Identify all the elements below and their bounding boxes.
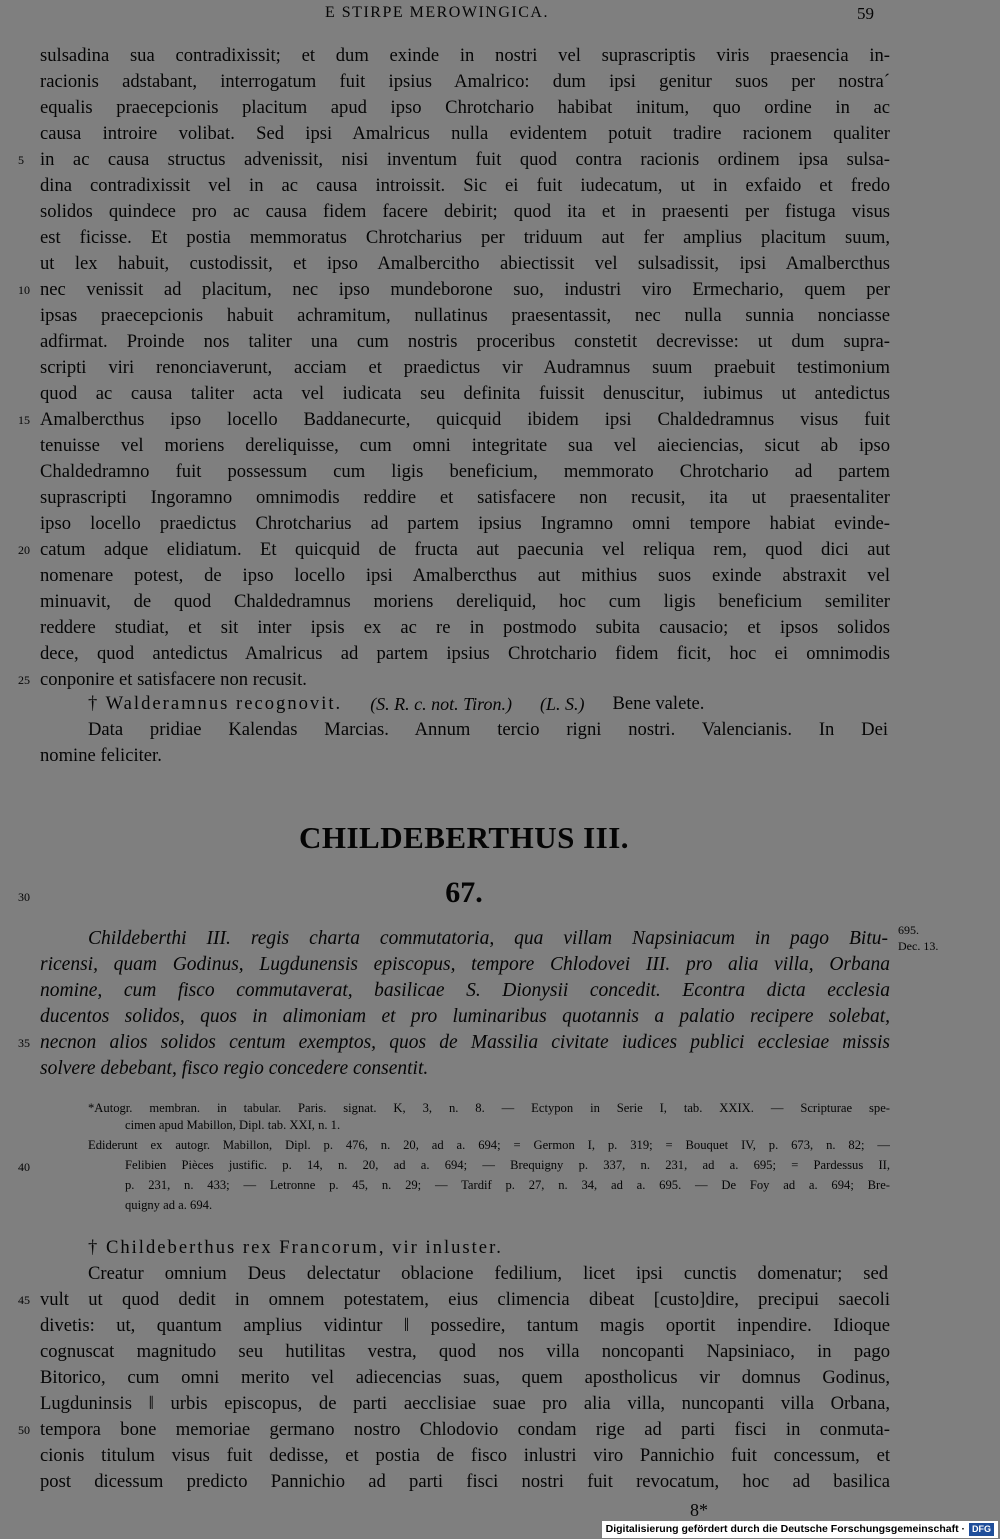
running-title: E STIRPE MEROWINGICA. bbox=[325, 4, 549, 21]
closing-formula: Bene valete. bbox=[612, 693, 705, 714]
text-line: adfirmat. Proinde nos taliter una cum nostris proceribus constetit decrevisse: ut dum supra- bbox=[40, 331, 890, 352]
text-line: est ficisse. Et postia memmoratus Chrotcharius per triduum aut fer amplius placitum suum, bbox=[40, 227, 890, 248]
subscription-name: † Walderamnus recognovit. bbox=[88, 693, 343, 714]
apparatus-line: quigny ad a. 694. bbox=[125, 1198, 213, 1212]
dating-line: Data pridiae Kalendas Marcias. Annum tercio rigni nostri. Valencianis. In Dei bbox=[88, 719, 888, 740]
text-line: reddere studiat, et sit inter ipsis ex ac re in postmodo subita causacio; et ipsos solidos bbox=[40, 617, 890, 638]
apparatus-line: *Autogr. membran. in tabular. Paris. signat. K, 3, n. 8. — Ectypon in Serie I, tab. XXIX. — Scripturae spe- bbox=[88, 1101, 890, 1115]
seal-mark: (L. S.) bbox=[540, 694, 585, 714]
regest-line: ducentos solidos, quos in alimoniam et pro luminaribus quotannis a palatio recipere solebat, bbox=[40, 1006, 890, 1027]
text-line: conponire et satisfacere non recusit. bbox=[40, 669, 307, 690]
cross-symbol: † bbox=[88, 693, 106, 714]
text-line: racionis adstabant, interrogatum fuit ipsius Amalrico: dum ipsi genitur suos per nostra´ bbox=[40, 71, 890, 92]
text-line: catum adque elidiatum. Et quicquid de fructa aut paecunia vel reliqua rem, quod dici aut bbox=[40, 539, 890, 560]
margin-line-number: 25 bbox=[18, 673, 30, 687]
date-day: Dec. 13. bbox=[898, 939, 939, 953]
text-line: cognuscat magnitudo seu hutilitas vestra, quod nos villa noncopanti Napsiniaco, in pago bbox=[40, 1341, 890, 1362]
subscription-line bbox=[88, 693, 888, 715]
regest-line: necnon alios solidos centum exemptos, quos de Massilia civitate iudices publici ecclesiae missis bbox=[40, 1032, 890, 1053]
margin-line-number: 20 bbox=[18, 543, 30, 557]
text-line: Bitorico, cum omni merito vel adiecencias suas, quem apostholicus vir domnus Godinus, bbox=[40, 1367, 890, 1388]
catchword: 8* bbox=[690, 1500, 708, 1520]
text-line: post dicessum predicto Pannichio ad parti fisci nostri fuit revocatum, hoc ad basilica bbox=[40, 1471, 890, 1492]
apparatus-line: Ediderunt ex autogr. Mabillon, Dipl. p. 476, n. 20, ad a. 694; = Germon I, p. 319; = Bouquet IV, p. 673, n. 82; — bbox=[88, 1138, 890, 1152]
regest-line: ricensi, quam Godinus, Lugdunensis episcopus, tempore Chlodovei III. pro alia villa, Orbana bbox=[40, 954, 890, 975]
text-line: minuavit, de quod Chaldedramnus moriens dereliquid, hoc cum ligis beneficium semiliter bbox=[40, 591, 890, 612]
text-line: ipso locello praedictus Chrotcharius ad partem ipsius Ingramno omni tempore habiat evinde- bbox=[40, 513, 890, 534]
text-line: cionis titulum visus fuit dedisse, et postia de fisco inlustri viro Pannichio fuit concessum, et bbox=[40, 1445, 890, 1466]
dfg-logo-icon: DFG bbox=[969, 1523, 994, 1536]
apparatus-line: cimen apud Mabillon, Dipl. tab. XXI, n. 1. bbox=[125, 1118, 341, 1132]
text-line: suprascripti Ingoramno omnimodis reddire et satisfacere non recusit, ita ut praesentaliter bbox=[40, 487, 890, 508]
subscription-note: (S. R. c. not. Tiron.) bbox=[370, 694, 513, 714]
regest-line: Childeberthi III. regis charta commutatoria, qua villam Napsiniacum in pago Bitu- bbox=[88, 928, 888, 949]
regest-line: solvere debebant, fisco regio concedere consentit. bbox=[40, 1058, 429, 1079]
text-line: scripti viri renonciaverunt, acciam et praedictus vir Audramnus suum praebuit testimonium bbox=[40, 357, 890, 378]
text-line: Lugduninsis ‖ urbis episcopus, de parti aecclisiae suae pro alia villa, nuncopanti villa Orbana, bbox=[40, 1393, 890, 1414]
dating-line: nomine feliciter. bbox=[40, 745, 162, 766]
margin-line-number: 15 bbox=[18, 413, 30, 427]
page-number: 59 bbox=[857, 4, 874, 23]
text-line: Creatur omnium Deus delectatur oblacione fedilium, licet ipsi cunctis domenatur; sed bbox=[88, 1263, 888, 1284]
date-margin bbox=[898, 922, 938, 954]
date-year: 695. bbox=[898, 923, 919, 937]
margin-line-number: 40 bbox=[18, 1160, 30, 1174]
text-line: tempora bone memoriae germano nostro Chlodovio condam rige ad parti fisci in conmuta- bbox=[40, 1419, 890, 1440]
text-line: Amalbercthus ipso locello Baddanecurte, quicquid ibidem ipsi Chaldedramnus visus fuit bbox=[40, 409, 890, 430]
document-number: 67. bbox=[445, 876, 483, 909]
text-line: ipsas praecepcionis habuit achramitum, nullatinus praesentassit, nec nulla sunnia nonciasse bbox=[40, 305, 890, 326]
text-line: vult ut quod dedit in omnem potestatem, eius climencia dibeat [custo]dire, precipui saecoli bbox=[40, 1289, 890, 1310]
text-line: nomenare potest, de ipso locello ipsi Amalbercthus aut mithius suos exinde abstraxit vel bbox=[40, 565, 890, 586]
apparatus-line: p. 231, n. 433; — Letronne p. 45, n. 29; — Tardif p. 27, n. 34, ad a. 695. — De Foy ad a. 694; Bre- bbox=[125, 1178, 890, 1192]
text-line: equalis praecepcionis placitum apud ipso Chrotchario habibat initum, quo ordine in ac bbox=[40, 97, 890, 118]
margin-line-number: 5 bbox=[18, 153, 24, 167]
funding-text: Digitalisierung gefördert durch die Deutsche Forschungsgemeinschaft · bbox=[605, 1523, 965, 1535]
apparatus-line: Felibien Pièces justific. p. 14, n. 20, ad a. 694; — Brequigny p. 337, n. 231, ad a. 695; = Pardessus II, bbox=[125, 1158, 890, 1172]
margin-line-number: 30 bbox=[18, 890, 30, 904]
text-line: causa introire volibat. Sed ipsi Amalricus nulla evidentem potuit tradire racionem qualiter bbox=[40, 123, 890, 144]
text-line: quod ac causa taliter acta vel iudicata seu definita fuissit denuscitur, iubimus ut antedictus bbox=[40, 383, 890, 404]
regest-line: nomine, cum fisco commutaverat, basilicae S. Dionysii concedit. Econtra dicta ecclesia bbox=[40, 980, 890, 1001]
margin-line-number: 50 bbox=[18, 1423, 30, 1437]
margin-line-number: 10 bbox=[18, 283, 30, 297]
text-line: Chaldedramno fuit possessum cum ligis beneficium, memmorato Chrotchario ad partem bbox=[40, 461, 890, 482]
text-line: sulsadina sua contradixissit; et dum exinde in nostri vel suprascriptis viris praesencia in- bbox=[40, 45, 890, 66]
text-line: tenuisse vel moriens dereliquisse, cum omni integritate sua vel aieciencias, sicut ab ipso bbox=[40, 435, 890, 456]
text-line: dece, quod antedictus Amalricus ad partem ipsius Chrotchario fidem ficit, hoc ei omnimodis bbox=[40, 643, 890, 664]
margin-line-number: 45 bbox=[18, 1293, 30, 1307]
intitulatio: † Childeberthus rex Francorum, vir inluster. bbox=[88, 1237, 503, 1258]
funding-footer bbox=[602, 1521, 998, 1538]
text-line: ut lex habuit, custodissit, et ipso Amalbercitho abiectissit vel sulsadissit, ipsi Amalbercthus bbox=[40, 253, 890, 274]
margin-line-number: 35 bbox=[18, 1036, 30, 1050]
section-title: CHILDEBERTHUS III. bbox=[298, 820, 630, 855]
text-line: solidos quindece pro ac causa fidem facere debirit; quod ita et in praesenti per fistuga visus bbox=[40, 201, 890, 222]
text-line: nec venissit ad placitum, nec ipso mundeborone suo, industri viro Ermechario, quem per bbox=[40, 279, 890, 300]
text-line: in ac causa structus advenissit, nisi inventum fuit quod contra racionis ordinem ipsa sulsa- bbox=[40, 149, 890, 170]
text-line: divetis: ut, quantum amplius vidintur ‖ possedire, tantum magis oportit inpendire. Idioque bbox=[40, 1315, 890, 1336]
text-line: dina contradixissit vel in ac causa introissit. Sic ei fuit iudecatum, ut in exfaido et fredo bbox=[40, 175, 890, 196]
